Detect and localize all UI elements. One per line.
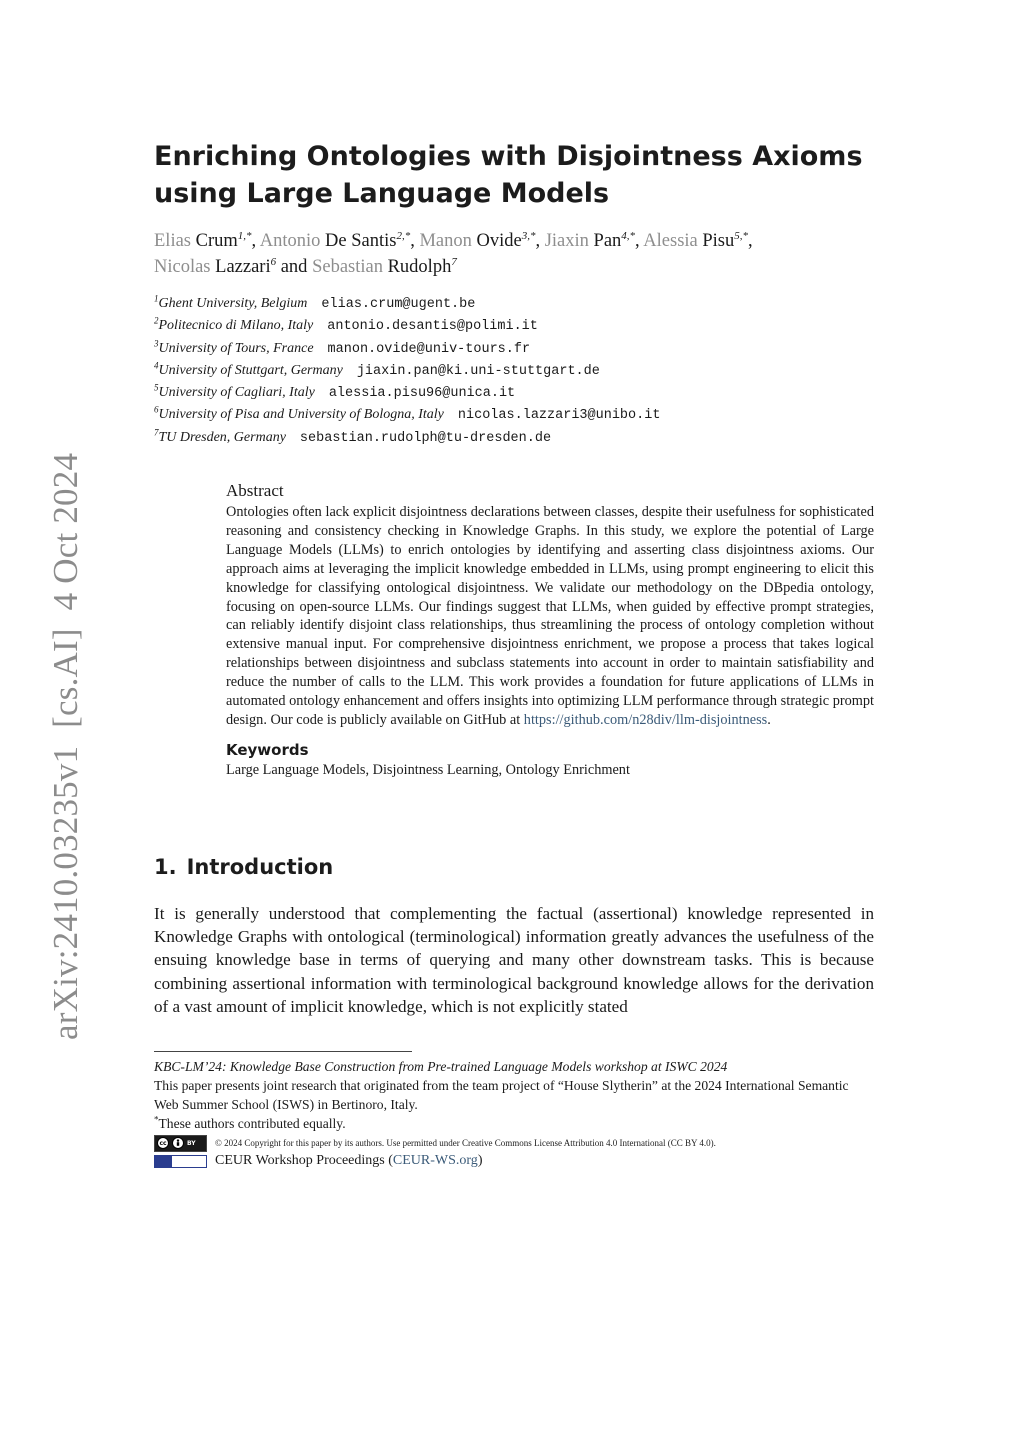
affiliation-name: University of Stuttgart, Germany	[158, 362, 343, 378]
affiliation-email[interactable]: jiaxin.pan@ki.uni-stuttgart.de	[356, 363, 600, 379]
author-family-name: Crum	[195, 231, 238, 251]
affiliation-number: 4	[154, 360, 159, 371]
attribution-person-icon	[172, 1137, 184, 1149]
author	[545, 231, 635, 251]
affiliation-item	[154, 382, 914, 407]
affiliation-number: 7	[154, 427, 159, 438]
author-affiliation-sup: 3,*	[521, 229, 536, 242]
footnote-equal-text: These authors contributed equally.	[158, 1116, 346, 1131]
arxiv-stamp: arXiv:2410.03235v1 [cs.AI] 4 Oct 2024	[46, 452, 85, 1040]
footnote-rule	[154, 1051, 412, 1052]
license-row	[154, 1134, 716, 1152]
author	[312, 257, 457, 277]
author-affiliation-sup: 5,*	[734, 229, 749, 242]
affiliation-name: University of Tours, France	[158, 340, 314, 356]
ceur-suffix: )	[477, 1153, 483, 1168]
affiliation-name: Ghent University, Belgium	[158, 296, 308, 311]
affiliation-item	[154, 360, 914, 385]
keywords-text: Large Language Models, Disjointness Learning, Ontology Enrichment	[226, 761, 630, 778]
section-number: 1.	[154, 855, 177, 879]
footnote-equal-marker: *	[154, 1114, 159, 1125]
section-heading	[154, 855, 333, 879]
author-family-name: Pisu	[702, 231, 735, 251]
author-given-name: Nicolas	[154, 257, 211, 277]
person-icon	[174, 1139, 182, 1147]
author-affiliation-sup: 6	[270, 255, 277, 268]
author	[260, 231, 410, 251]
ceur-logo-icon	[154, 1155, 207, 1168]
footnote-equal-contribution	[154, 1114, 876, 1133]
abstract-text	[226, 503, 874, 730]
abstract-block	[226, 480, 874, 780]
footnote-joint-research: This paper presents joint research that originated from the team project of “House Slytherin” at the 2024 International Semantic Web Summer School (ISWS) in Bertinoro, Italy.	[154, 1078, 849, 1112]
cc-by-license-icon	[154, 1135, 207, 1152]
affiliation-list	[154, 293, 914, 452]
author-affiliation-sup: 2,*	[396, 229, 411, 242]
abstract-end: .	[767, 711, 771, 728]
author-family-name: Pan	[593, 231, 622, 251]
author-given-name: Antonio	[259, 231, 321, 251]
author-given-name: Alessia	[643, 231, 698, 251]
affiliation-email[interactable]: sebastian.rudolph@tu-dresden.de	[299, 430, 552, 446]
affiliation-item	[154, 315, 914, 340]
footnote-workshop: KBC-LM’24: Knowledge Base Construction from Pre-trained Language Models workshop at ISWC 2024	[154, 1059, 728, 1074]
abstract-heading: Abstract	[226, 481, 284, 500]
affiliation-number: 3	[154, 337, 159, 348]
affiliation-name: TU Dresden, Germany	[158, 429, 286, 445]
copyright-text: © 2024 Copyright for this paper by its authors. Use permitted under Creative Commons License Attribution 4.0 International (CC BY 4.0).	[215, 1138, 716, 1148]
author-affiliation-sup: 7	[451, 255, 457, 268]
author-given-name: Sebastian	[312, 257, 383, 277]
affiliation-item	[154, 337, 914, 363]
author-given-name: Elias	[154, 231, 191, 251]
by-label: BY	[187, 1139, 196, 1147]
affiliation-number: 6	[154, 404, 159, 415]
footnotes	[154, 1057, 876, 1133]
ceur-proceedings-text	[215, 1153, 482, 1169]
affiliation-email[interactable]: nicolas.lazzari3@unibo.it	[457, 408, 661, 424]
github-link[interactable]: https://github.com/n28div/llm-disjointness	[523, 711, 768, 728]
author	[154, 231, 252, 251]
affiliation-item	[154, 293, 914, 318]
author-and: and	[280, 257, 308, 277]
author-list: Elias Crum$^{1,*}$, Antonio De Santis$^{2,*}$, Manon Ovide$^{3,*}$, Jiaxin Pan$^{4,*}$, Alessia Pisu$^{5,*}$, Nicolas Lazzari$^6$ and Sebastian Rudolph$^7$	[154, 229, 753, 277]
affiliation-email[interactable]: elias.crum@ugent.be	[321, 297, 476, 312]
affiliation-name: Politecnico di Milano, Italy	[158, 318, 314, 334]
author-affiliation-sup: 1,*	[237, 229, 252, 242]
affiliation-name: University of Cagliari, Italy	[158, 385, 315, 401]
affiliation-number: 1	[154, 293, 159, 304]
author-family-name: Lazzari	[215, 257, 271, 277]
author-family-name: Ovide	[476, 231, 522, 251]
author	[419, 231, 535, 251]
author-family-name: Rudolph	[387, 257, 452, 277]
introduction-text: It is generally understood that complementing the factual (assertional) knowledge represented in Knowledge Graphs with ontological (terminological) information greatly advances the usefulness of the ensuing knowledge base in terms of querying and many other downstream tasks. This is because combining assertional information with terminological background knowledge allows for the derivation of a vast amount of implicit knowledge, which is not explicitly stated	[154, 904, 874, 1016]
author-given-name: Manon	[419, 231, 472, 251]
ceur-ws-link[interactable]: CEUR-WS.org	[392, 1153, 478, 1168]
author	[643, 231, 748, 251]
affiliation-name: University of Pisa and University of Bologna, Italy	[158, 407, 444, 423]
author-given-name: Jiaxin	[544, 231, 589, 251]
section-title: Introduction	[186, 855, 334, 879]
author-affiliation-sup: 4,*	[621, 229, 636, 242]
affiliation-email[interactable]: antonio.desantis@polimi.it	[327, 319, 538, 335]
author-family-name: De Santis	[325, 231, 397, 251]
author	[154, 257, 276, 277]
ceur-row	[154, 1152, 482, 1170]
affiliation-item	[154, 404, 914, 429]
keywords-heading: Keywords	[226, 740, 309, 759]
paper-title: Enriching Ontologies with Disjointness Axioms using Large Language Models	[154, 141, 863, 209]
cc-icon: cc	[157, 1137, 169, 1149]
affiliation-email[interactable]: alessia.pisu96@unica.it	[328, 386, 516, 402]
affiliation-number: 2	[154, 315, 159, 326]
affiliation-email[interactable]: manon.ovide@univ-tours.fr	[327, 341, 531, 357]
affiliation-number: 5	[154, 382, 159, 393]
abstract-body: Ontologies often lack explicit disjointness declarations between classes, despite their usefulness for sophisticated reasoning and consistency checking in Knowledge Graphs. In this study, we explore the potential of Large Language Models (LLMs) to enrich ontologies by identifying and asserting class disjointness axioms. Our approach aims at leveraging the implicit knowledge embedded in LLMs, using prompt engineering to elicit this knowledge for classifying ontological disjointness. We validate our methodology on the DBpedia ontology, focusing on open-source LLMs. Our findings suggest that LLMs, when guided by effective prompt strategies, can reliably identify disjoint class relationships, thus streamlining the process of ontology completion without extensive manual input. For comprehensive disjointness enrichment, we propose a process that takes logical relationships between disjointness and subclass statements into account in order to maintain satisfiability and reduce the number of calls to the LLM. This work provides a foundation for future applications of LLMs in automated ontology enhancement and offers insights into optimizing LLM performance through strategic prompt design. Our code is publicly available on GitHub at	[226, 504, 874, 728]
affiliation-item	[154, 427, 914, 452]
ceur-prefix: CEUR Workshop Proceedings (	[215, 1153, 393, 1168]
